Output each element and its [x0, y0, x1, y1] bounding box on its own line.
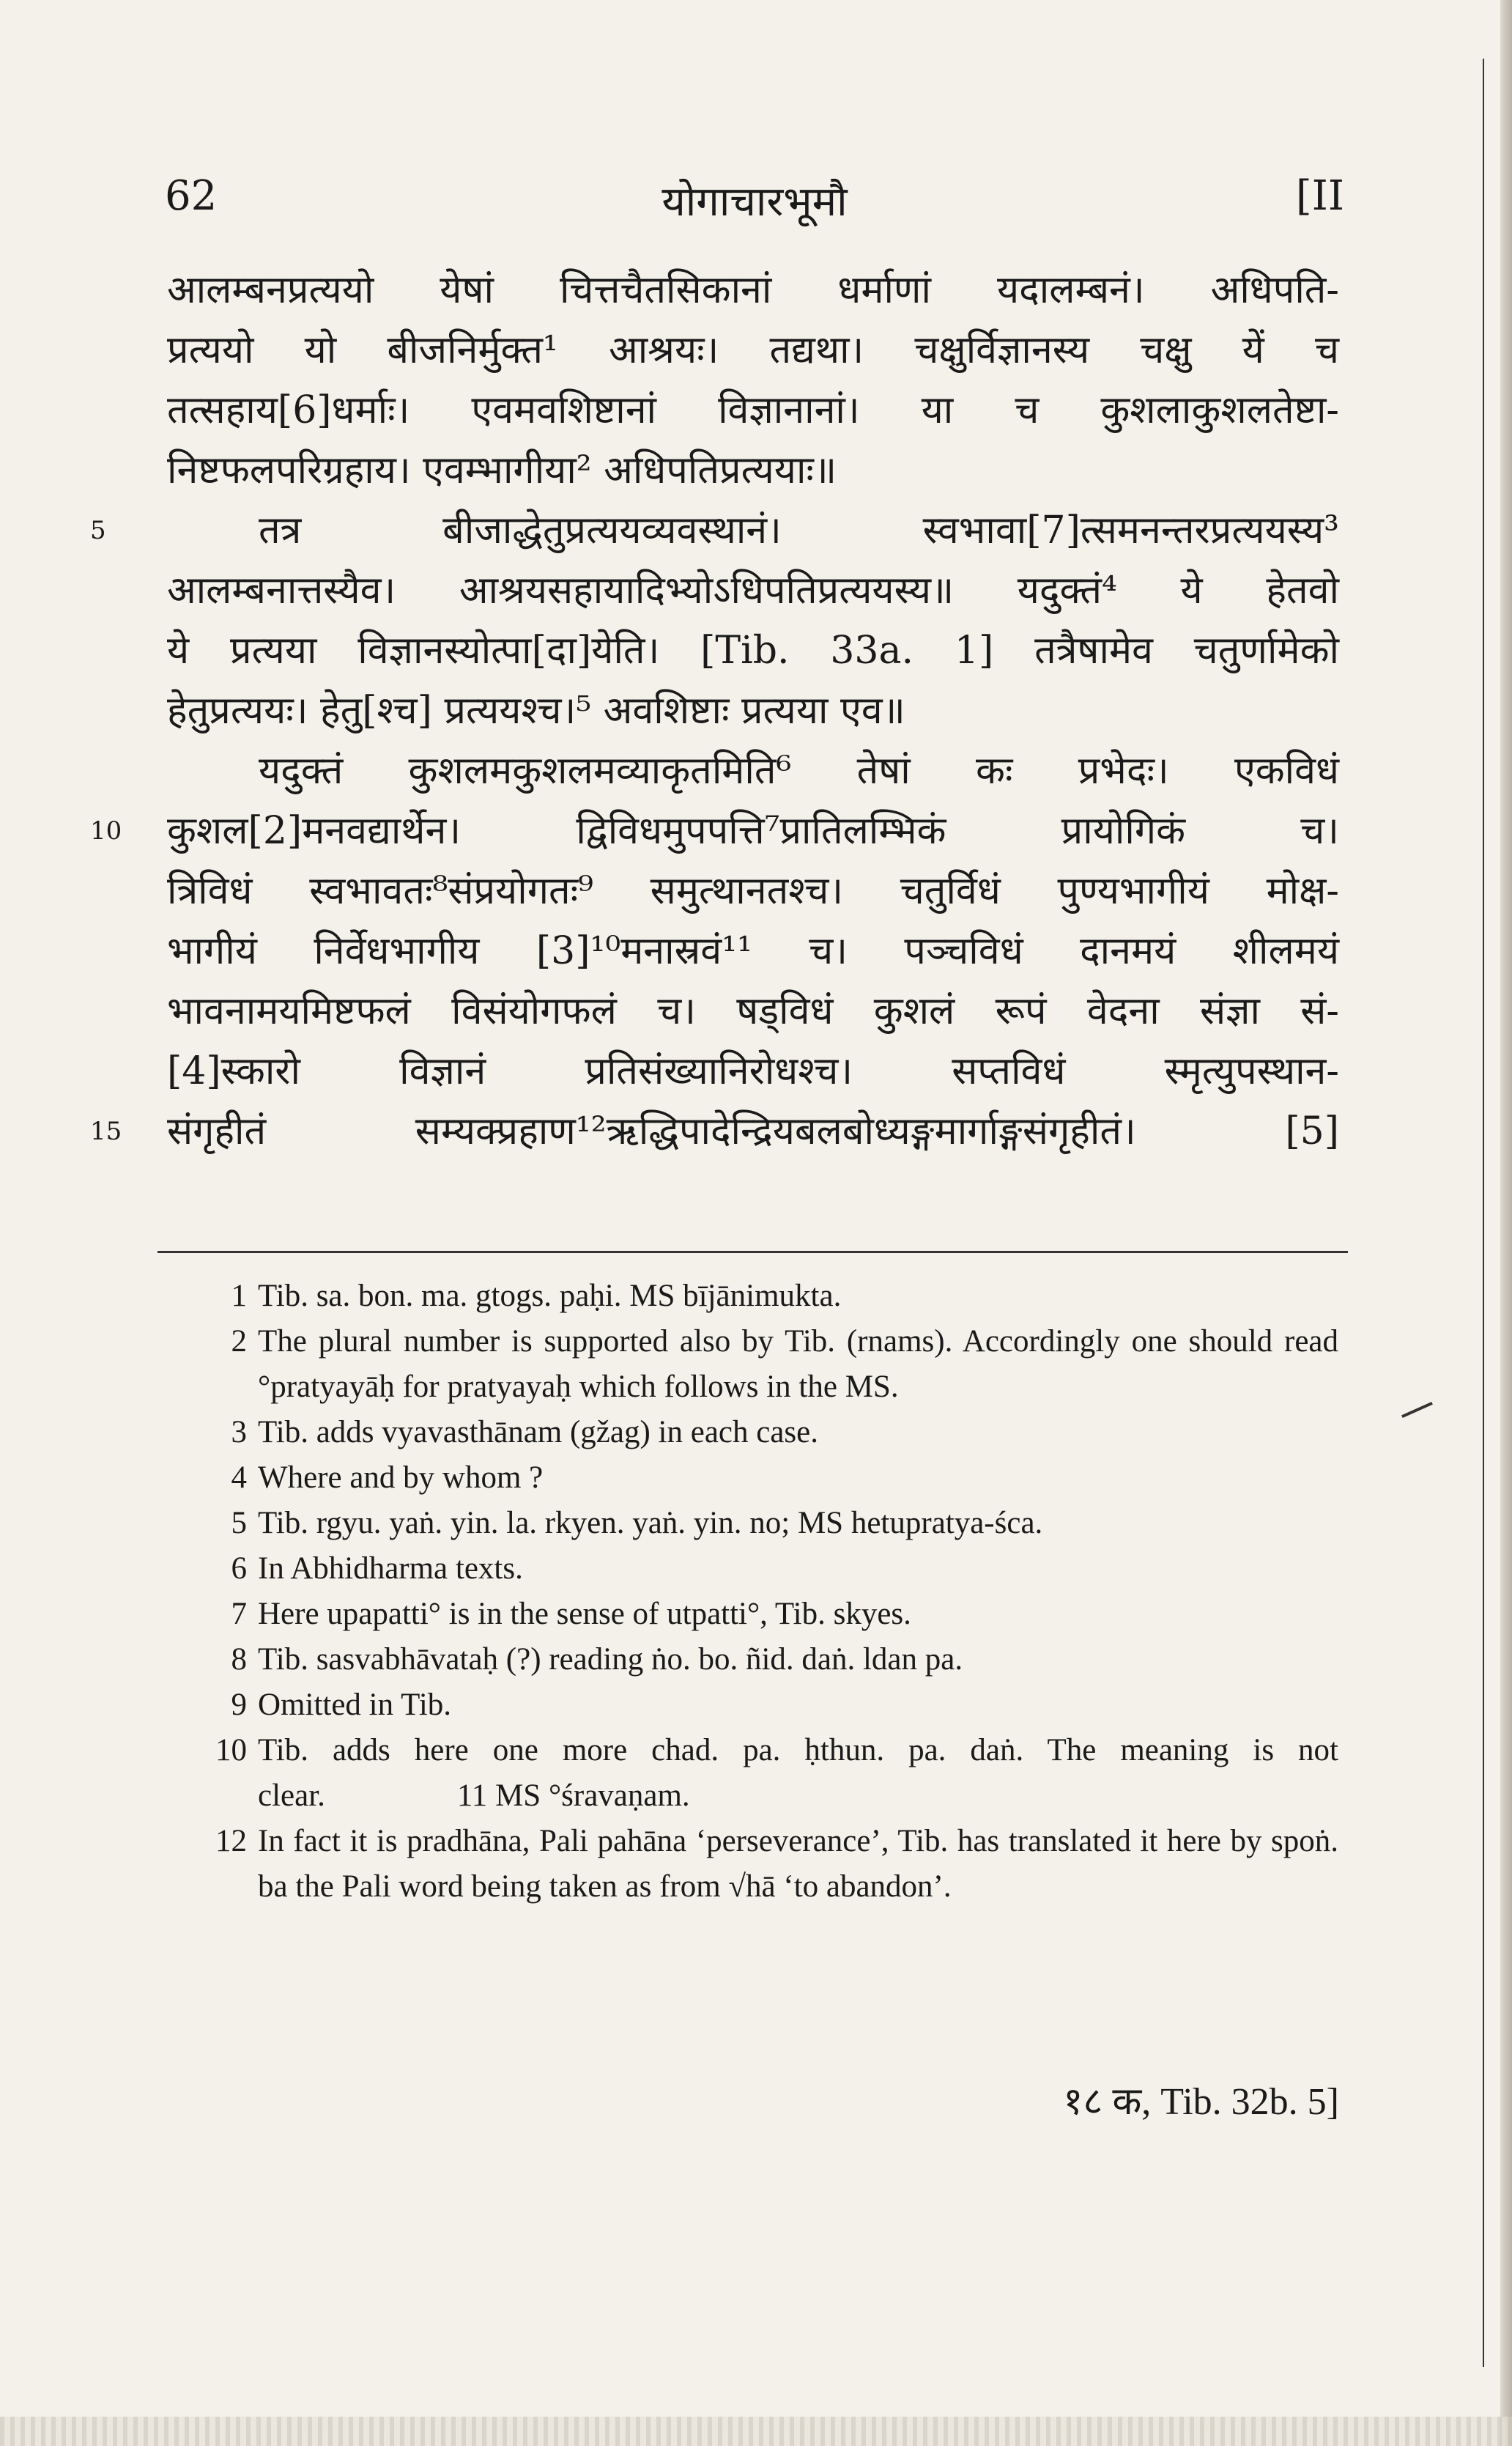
- text-line: 5 तत्र बीजाद्धेतुप्रत्ययव्यवस्थानं। स्वभावा[7]त्समनन्तरप्रत्ययस्य³: [167, 500, 1339, 561]
- page-number: 62: [165, 172, 218, 220]
- footnote: 4 Where and by whom ?: [231, 1460, 544, 1495]
- text-line: यदुक्तं कुशलमकुशलमव्याकृतमिति⁶ तेषां कः प्रभेदः। एकविधं: [259, 749, 1339, 793]
- footnote-text: MS °śravaṇam.: [495, 1778, 690, 1813]
- footnote: 2 The plural number is supported also by Tib. (rnams). Accordingly one should read °pratyayāḥ for pratyayaḥ which follows in the MS.: [231, 1324, 1338, 1404]
- sanskrit-text: [90, 260, 1339, 1161]
- line-number: 15: [90, 1117, 122, 1146]
- page-edge-line: [1483, 59, 1484, 2367]
- footnote: 12 In fact it is pradhāna, Pali pahāna ‘perseverance’, Tib. has translated it here by spoṅ. ba the Pali word being taken as from √hā ‘to abandon’.: [215, 1824, 1338, 1904]
- footnote: 5 Tib. rgyu. yaṅ. yin. la. rkyen. yaṅ. yin. no; MS hetupratya-śca.: [231, 1506, 1043, 1540]
- scan-bottom-edge: [0, 2417, 1512, 2446]
- text-line: प्रत्ययो यो बीजनिर्मुक्त¹ आश्रयः। तद्यथा। चक्षुर्विज्ञानस्य चक्षु यें च: [167, 328, 1339, 372]
- section-marker: [II: [1295, 172, 1344, 220]
- footnote: 1 Tib. sa. bon. ma. gtogs. paḥi. MS bījānimukta.: [231, 1279, 842, 1313]
- footnote: 9 Omitted in Tib.: [231, 1688, 452, 1722]
- footnotes: [170, 1274, 1338, 1910]
- text-line: आलम्बनात्तस्यैव। आश्रयसहायादिभ्योऽधिपतिप्रत्ययस्य॥ यदुक्तं⁴ ये हेतवो: [167, 569, 1339, 613]
- margin-mark: [1401, 1402, 1433, 1418]
- footnote: 6 In Abhidharma texts.: [231, 1551, 523, 1586]
- text-line: भावनामयमिष्टफलं विसंयोगफलं च। षड्विधं कुशलं रूपं वेदना संज्ञा सं-: [167, 989, 1339, 1033]
- text-line: त्रिविधं स्वभावतः⁸संप्रयोगतः⁹ समुत्थानतश्च। चतुर्विधं पुण्यभागीयं मोक्ष-: [167, 869, 1339, 913]
- text-line: आलम्बनप्रत्ययो येषां चित्तचैतसिकानां धर्माणां यदालम्बनं। अधिपति-: [167, 268, 1339, 312]
- line-number: 5: [90, 516, 106, 545]
- footnote: 7 Here upapatti° is in the sense of utpatti°, Tib. skyes.: [231, 1597, 911, 1631]
- text-line: भागीयं निर्वेधभागीय [3]¹⁰मनास्रवं¹¹ च। पञ्चविधं दानमयं शीलमयं: [167, 929, 1339, 973]
- text-line: निष्टफलपरिग्रहाय। एवम्भागीया² अधिपतिप्रत्ययाः॥: [167, 448, 837, 492]
- text-line: 15 संगृहीतं सम्यक्प्रहाण¹²ऋद्धिपादेन्द्रियबलबोध्यङ्गमार्गाङ्गसंगृहीतं। [5]: [167, 1101, 1339, 1161]
- footnote: 10 Tib. adds here one more chad. pa. ḥthun. pa. daṅ. The meaning is not clear. 11 MS °śravaṇam.: [215, 1733, 1338, 1813]
- footnote-number: 11: [456, 1778, 488, 1813]
- page-edge: [1500, 0, 1512, 2446]
- footnote: 8 Tib. sasvabhāvataḥ (?) reading ṅo. bo. ñid. daṅ. ldan pa.: [231, 1642, 963, 1677]
- line-number: 10: [90, 816, 122, 846]
- footnote-divider: [158, 1251, 1348, 1253]
- text-line: तत्सहाय[6]धर्माः। एवमवशिष्टानां विज्ञानानां। या च कुशलाकुशलतेष्टा-: [167, 388, 1339, 432]
- text-line: हेतुप्रत्ययः। हेतु[श्च] प्रत्ययश्च।⁵ अवशिष्टाः प्रत्यया एव॥: [167, 689, 905, 733]
- footnote: 3 Tib. adds vyavasthānam (gžag) in each case.: [231, 1415, 818, 1449]
- running-title: योगाचारभूमौ: [662, 178, 848, 226]
- text-line: ये प्रत्यया विज्ञानस्योत्पा[दा]येति। [Tib. 33a. 1] तत्रैषामेव चतुर्णामेको: [167, 629, 1339, 673]
- page-header: [165, 172, 1344, 231]
- text-line: 10 कुशल[2]मनवद्यार्थेन। द्विविधमुपपत्ति⁷प्रातिलम्भिकं प्रायोगिकं च।: [167, 801, 1339, 861]
- folio-reference: १८ क, Tib. 32b. 5]: [1063, 2081, 1339, 2123]
- text-line: [4]स्कारो विज्ञानं प्रतिसंख्यानिरोधश्च। सप्तविधं स्मृत्युपस्थान-: [167, 1049, 1339, 1093]
